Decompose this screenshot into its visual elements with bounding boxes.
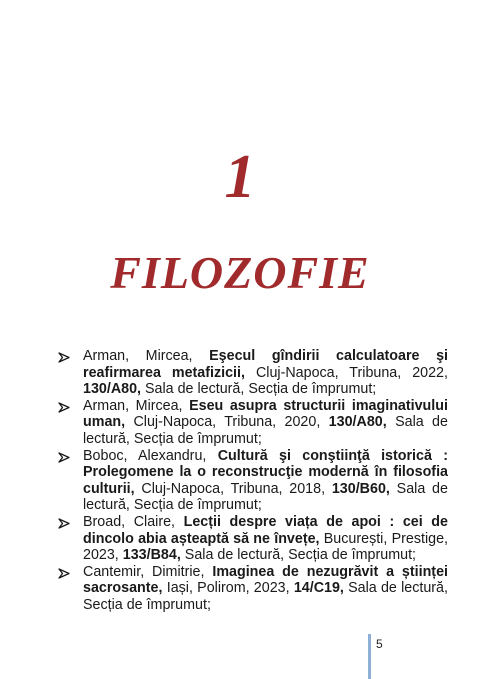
bibliography-entry xyxy=(58,348,448,398)
entry-text xyxy=(83,448,448,514)
entry-publication: Cluj-Napoca, Tribuna, 2018, xyxy=(141,480,326,497)
entry-author: Broad, Claire, xyxy=(83,513,176,530)
arrowhead-bullet-icon xyxy=(58,452,70,463)
entry-publication: Cluj-Napoca, Tribuna, 2022, xyxy=(255,364,448,381)
entry-shelfmark: 130/B60, xyxy=(331,480,390,497)
entry-publication: Iași, Polirom, 2023, xyxy=(166,580,290,597)
entry-publication: București, Prestige, 2023, xyxy=(83,530,448,564)
entry-title: Cultură şi conştiinţă istorică : Prolegomene la o reconstrucţie modernă în filosofia culturii, xyxy=(83,447,448,497)
footer-rule xyxy=(368,634,371,679)
entry-shelfmark: 14/C19, xyxy=(293,580,344,597)
page-number: 5 xyxy=(376,637,383,651)
bibliography-entry xyxy=(58,398,448,448)
entry-author: Arman, Mircea, xyxy=(83,397,183,414)
entry-location: Sala de lectură, Secția de împrumut; xyxy=(184,547,417,564)
entry-author: Arman, Mircea, xyxy=(83,348,193,364)
bibliography-entry xyxy=(58,564,448,614)
bibliography-entry xyxy=(58,514,448,564)
entry-author: Boboc, Alexandru, xyxy=(83,447,207,464)
chapter-number: 1 xyxy=(224,143,256,211)
entry-location: Sala de lectură, Secția de împrumut; xyxy=(83,480,448,514)
entry-location: Sala de lectură, Secția de împrumut; xyxy=(145,381,377,398)
bibliography-list xyxy=(58,348,448,614)
entry-text xyxy=(83,564,448,614)
entry-shelfmark: 133/B84, xyxy=(122,547,181,564)
entry-shelfmark: 130/A80, xyxy=(83,381,142,398)
entry-location: Sala de lectură, Secția de împrumut; xyxy=(83,414,448,447)
entry-shelfmark: 130/A80, xyxy=(328,414,387,431)
entry-publication: Cluj-Napoca, Tribuna, 2020, xyxy=(133,414,321,431)
entry-title: Eseu asupra structurii imaginativului uman, xyxy=(83,397,448,431)
arrowhead-bullet-icon xyxy=(58,352,70,363)
entry-title: Imaginea de nezugrăvit a științei sacrosante, xyxy=(83,563,448,597)
entry-title: Lecții despre viața de apoi : cei de dincolo abia așteaptă să ne învețe, xyxy=(83,513,448,547)
entry-text xyxy=(83,398,448,448)
entry-text xyxy=(83,514,448,564)
chapter-title: FILOZOFIE xyxy=(110,247,370,298)
entry-author: Cantemir, Dimitrie, xyxy=(83,563,205,580)
entry-location: Sala de lectură, Secția de împrumut; xyxy=(83,580,448,613)
arrowhead-bullet-icon xyxy=(58,518,70,529)
bibliography-entry xyxy=(58,448,448,514)
arrowhead-bullet-icon xyxy=(58,402,70,413)
entry-title: Eşecul gîndirii calculatoare şi reafirmarea metafizicii, xyxy=(83,348,448,381)
arrowhead-bullet-icon xyxy=(58,568,70,579)
entry-text xyxy=(83,348,448,398)
